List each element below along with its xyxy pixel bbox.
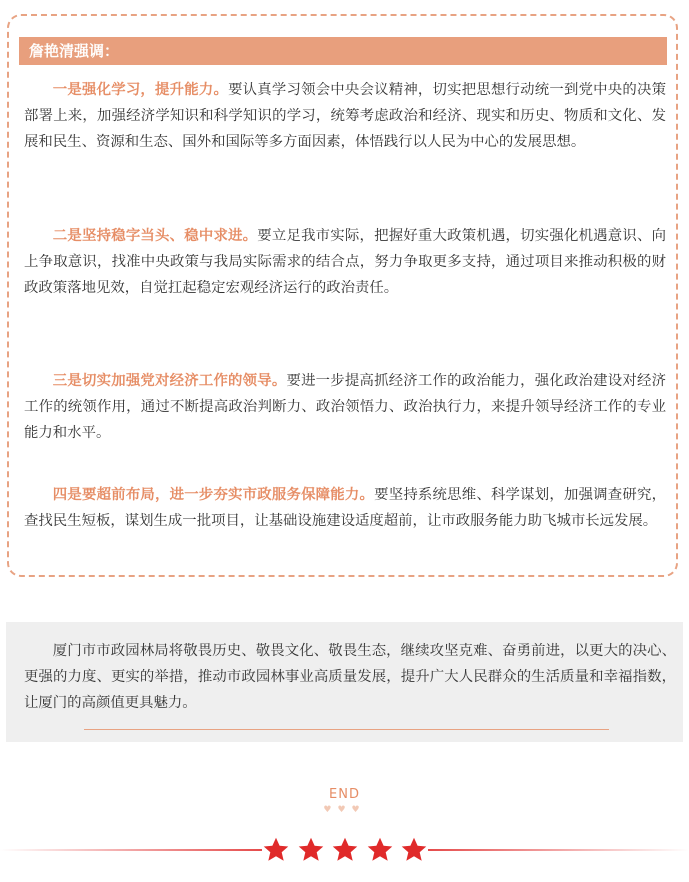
paragraph-4-body: 要坚持系统思维、科学谋划，加强调查研究，查找民生短板，谋划生成一批项目，让基础设施建设适度超前，让市政服务能力助飞城市长远发展。 [24, 487, 666, 529]
star-icon [366, 836, 394, 864]
paragraph-1-body: 要认真学习领会中央会议精神，切实把思想行动统一到党中央的决策部署上来，加强经济学知识和科学知识的学习，统筹考虑政治和经济、现实和历史、物质和文化、发展和民生、资源和生态、国外和国际等多方面因素，体悟践行以人民为中心的发展思想。 [24, 82, 666, 150]
footer-line-left [0, 849, 262, 851]
paragraph-4 [24, 482, 666, 534]
paragraph-3-lead: 三是切实加强党对经济工作的领导。 [52, 373, 287, 389]
paragraph-2-lead: 二是坚持稳字当头、稳中求进。 [52, 228, 258, 244]
summary-text: 厦门市市政园林局将敬畏历史、敬畏文化、敬畏生态，继续攻坚克难、奋勇前进，以更大的决心、更强的力度、更实的举措，推动市政园林事业高质量发展，提升广大人民群众的生活质量和幸福指数，让厦门的高颜值更具魅力。 [24, 643, 676, 711]
star-icon [297, 836, 325, 864]
footer-line-right [428, 849, 689, 851]
star-icon [400, 836, 428, 864]
paragraph-2-body: 要立足我市实际，把握好重大政策机遇，切实强化机遇意识、向上争取意识，找准中央政策与我局实际需求的结合点，努力争取更多支持，通过项目来推动积极的财政政策落地见效，自觉扛起稳定宏观经济运行的政治责任。 [24, 228, 666, 296]
paragraph-4-lead: 四是要超前布局，进一步夯实市政服务保障能力。 [52, 487, 375, 503]
paragraph-3 [24, 368, 666, 446]
paragraph-1-lead: 一是强化学习，提升能力。 [52, 82, 229, 98]
paragraph-3-body: 要进一步提高抓经济工作的政治能力，强化政治建设对经济工作的统领作用，通过不断提高政治判断力、政治领悟力、政治执行力，来提升领导经济工作的专业能力和水平。 [24, 373, 666, 441]
star-row [262, 832, 428, 868]
summary-divider [84, 729, 609, 730]
star-icon [262, 836, 290, 864]
paragraph-1 [24, 77, 666, 155]
summary-box [6, 622, 683, 742]
star-icon [331, 836, 359, 864]
heart-icons: ♥♥♥ [323, 805, 366, 815]
end-label: END [329, 787, 360, 802]
section-title: 詹艳清强调： [19, 37, 667, 65]
paragraph-2 [24, 223, 666, 301]
